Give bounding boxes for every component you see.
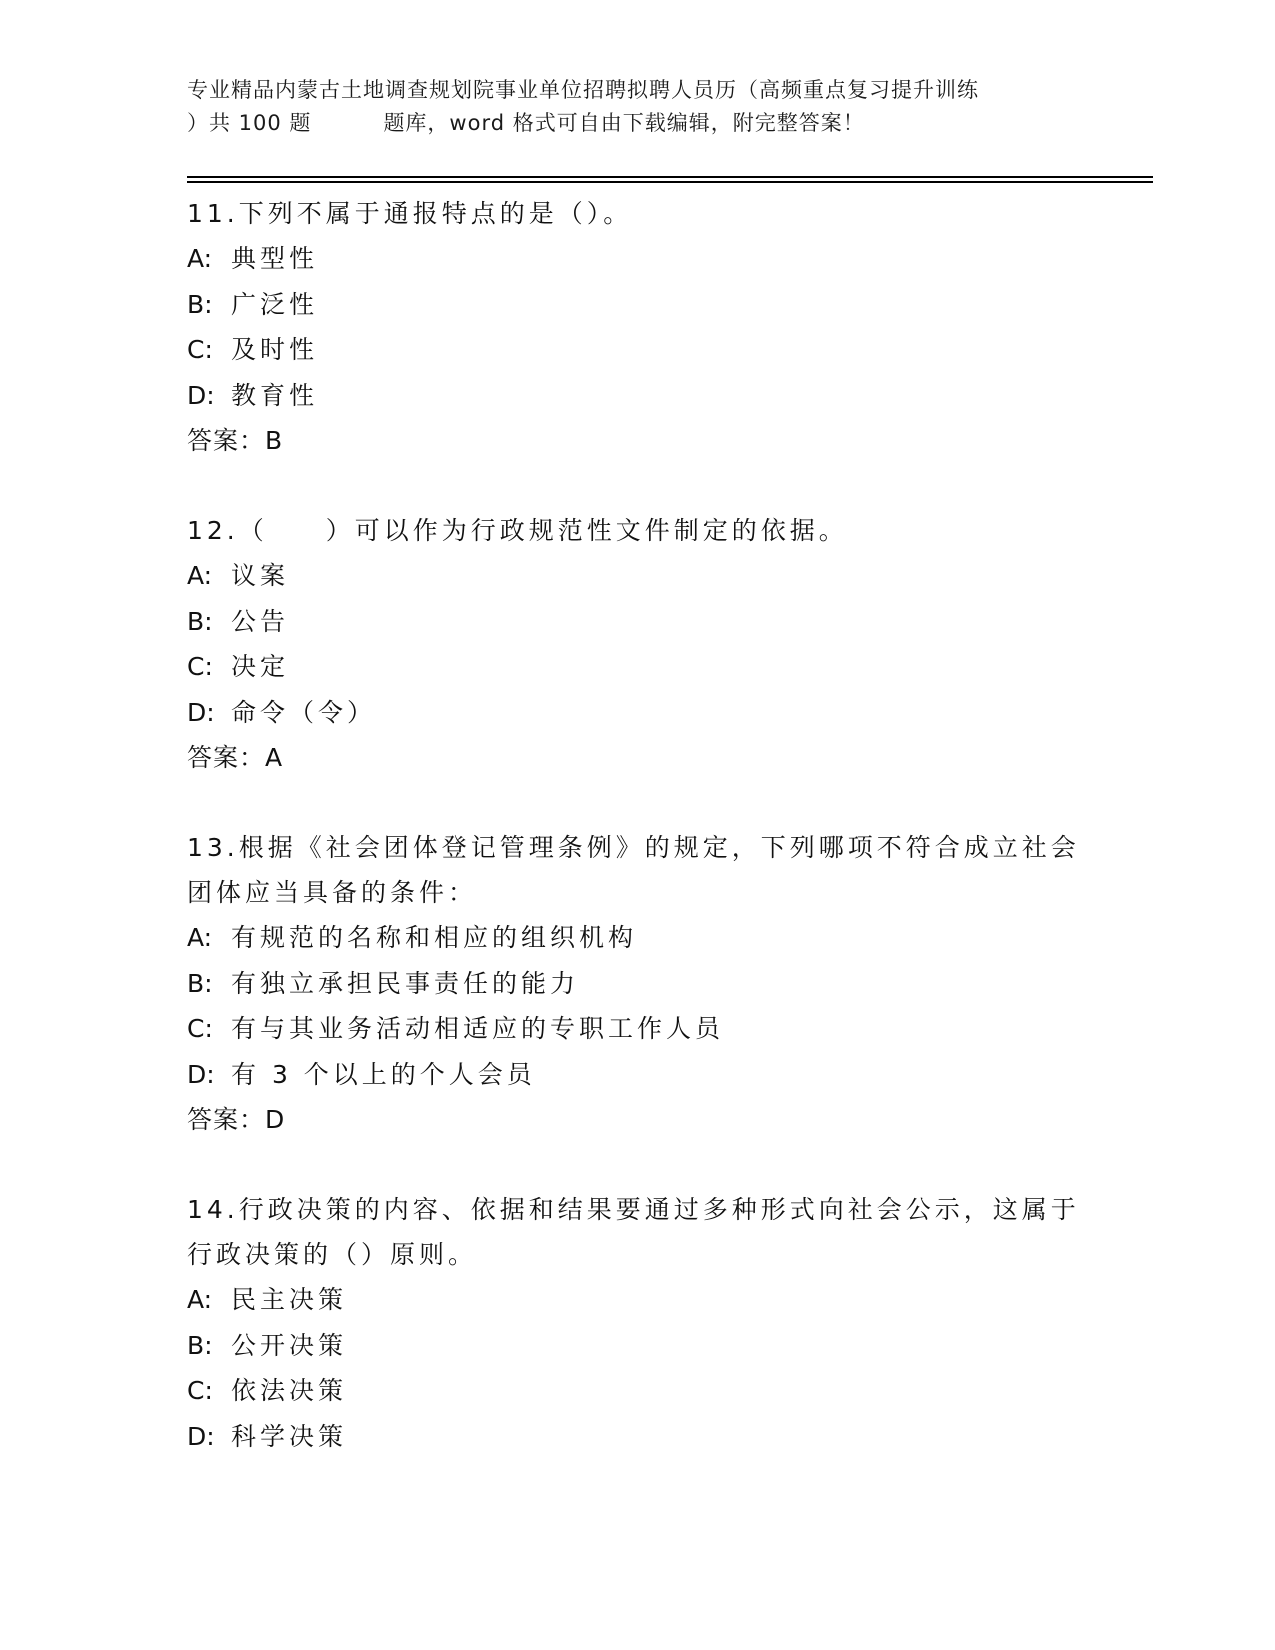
- question-list: [187, 191, 1087, 1503]
- option-text: 依法决策: [231, 1376, 348, 1405]
- option-c: [187, 644, 1087, 690]
- option-b: [187, 599, 1087, 645]
- option-text: 决定: [231, 652, 290, 681]
- option-text: 广泛性: [231, 289, 319, 319]
- question-12: [187, 508, 1087, 781]
- option-c: [187, 327, 1087, 373]
- option-letter: D:: [187, 1421, 215, 1451]
- option-letter: C:: [187, 652, 213, 681]
- option-a: [187, 553, 1087, 599]
- option-b: [187, 961, 1087, 1007]
- option-letter: B:: [187, 968, 213, 998]
- option-b: [187, 282, 1087, 328]
- header-title-line2-part2: 题库，word 格式可自由下载编辑，附完整答案！: [383, 111, 865, 135]
- option-text: 议案: [231, 561, 290, 590]
- option-a: [187, 915, 1087, 961]
- option-text: 科学决策: [231, 1421, 348, 1451]
- header-title-line2-part1: ）共 100 题: [187, 111, 312, 135]
- option-text: 有规范的名称和相应的组织机构: [231, 923, 638, 952]
- header-title-line1: 专业精品内蒙古土地调查规划院事业单位招聘拟聘人员历（高频重点复习提升训练: [187, 78, 979, 102]
- question-13: [187, 825, 1087, 1143]
- question-text: 12.（ ）可以作为行政规范性文件制定的依据。: [187, 516, 848, 545]
- header-title-line2: [187, 107, 1107, 140]
- option-letter: C:: [187, 1376, 213, 1405]
- option-text: 公开决策: [231, 1330, 348, 1360]
- option-text: 有与其业务活动相适应的专职工作人员: [231, 1014, 725, 1043]
- option-letter: C:: [187, 1014, 213, 1043]
- option-a: [187, 236, 1087, 282]
- option-text: 民主决策: [231, 1285, 348, 1314]
- option-text: 及时性: [231, 335, 319, 364]
- option-letter: A:: [187, 1285, 213, 1314]
- question-text: 14.行政决策的内容、依据和结果要通过多种形式向社会公示，这属于行政决策的（）原则。: [187, 1195, 1080, 1269]
- option-c: [187, 1006, 1087, 1052]
- option-text: 公告: [231, 606, 290, 636]
- option-letter: D:: [187, 697, 215, 727]
- option-text: 命令（令）: [231, 697, 377, 727]
- answer-label: 答案：B: [187, 426, 284, 455]
- question-11: [187, 191, 1087, 464]
- option-d: [187, 373, 1087, 419]
- header-divider-top: [187, 176, 1153, 178]
- question-text: 11.下列不属于通报特点的是（）。: [187, 199, 633, 228]
- document-header: [187, 74, 1107, 140]
- option-letter: A:: [187, 561, 213, 590]
- option-c: [187, 1368, 1087, 1414]
- header-divider-bottom: [187, 181, 1153, 183]
- option-b: [187, 1323, 1087, 1369]
- option-d: [187, 690, 1087, 736]
- answer-label: 答案：A: [187, 743, 284, 772]
- option-letter: B:: [187, 1330, 213, 1360]
- question-text: 13.根据《社会团体登记管理条例》的规定，下列哪项不符合成立社会团体应当具备的条件：: [187, 833, 1080, 907]
- option-letter: B:: [187, 606, 213, 636]
- option-letter: D:: [187, 380, 215, 410]
- option-d: [187, 1414, 1087, 1460]
- answer-label: 答案：D: [187, 1105, 286, 1134]
- option-text: 有独立承担民事责任的能力: [231, 968, 580, 998]
- option-a: [187, 1277, 1087, 1323]
- option-text: 有 3 个以上的个人会员: [231, 1059, 536, 1089]
- option-text: 典型性: [231, 244, 319, 273]
- option-text: 教育性: [231, 380, 319, 410]
- option-letter: C:: [187, 335, 213, 364]
- question-14: [187, 1187, 1087, 1459]
- option-letter: A:: [187, 923, 213, 952]
- option-letter: D:: [187, 1059, 215, 1089]
- option-letter: A:: [187, 244, 213, 273]
- option-d: [187, 1052, 1087, 1098]
- option-letter: B:: [187, 289, 213, 319]
